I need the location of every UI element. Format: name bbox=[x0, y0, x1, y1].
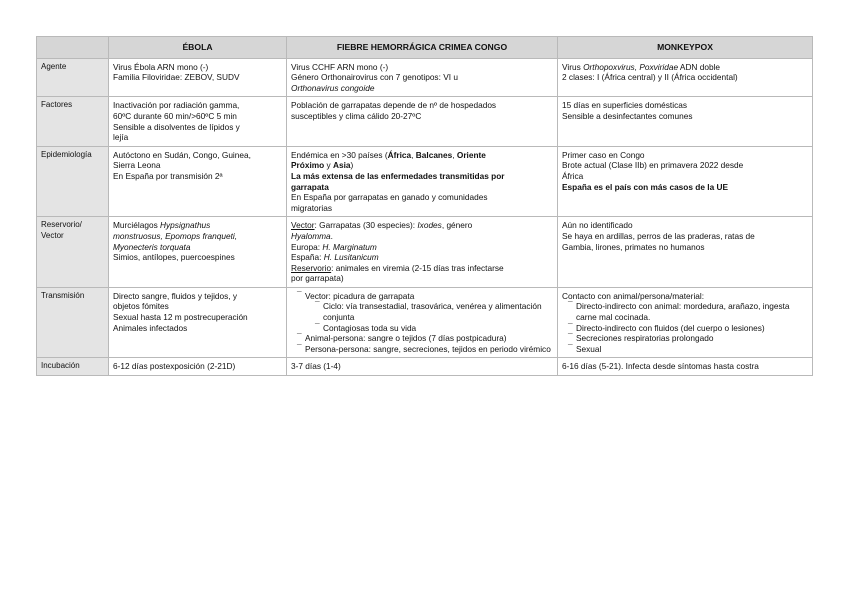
header-monkeypox: MONKEYPOX bbox=[558, 37, 813, 59]
row-agente bbox=[37, 58, 813, 97]
text-fragment: Hyalomma bbox=[291, 230, 331, 241]
text-fragment: Murciélagos bbox=[113, 220, 161, 231]
text-line: Inactivación por radiación gamma, bbox=[113, 100, 240, 111]
bullet-list bbox=[562, 301, 808, 354]
text-line bbox=[291, 160, 553, 171]
text-line bbox=[291, 220, 553, 231]
comparison-table bbox=[36, 36, 813, 376]
text-line: Animales infectados bbox=[113, 322, 188, 333]
text-line: objetos fómites bbox=[113, 301, 169, 312]
reservorio-ebola bbox=[109, 217, 287, 288]
text-fragment: Reservorio bbox=[291, 262, 332, 273]
text-fragment: , género bbox=[441, 220, 473, 231]
text-line bbox=[291, 150, 553, 161]
list-item: ¯ Animal-persona: sangre o tejidos (7 días postpicadura) bbox=[297, 333, 553, 344]
epidemiologia-monkeypox bbox=[558, 146, 813, 217]
text-fragment: España: bbox=[291, 252, 324, 263]
agente-ebola bbox=[109, 58, 287, 97]
text-line: Brote actual (Clase IIb) en primavera 2022 desde bbox=[562, 160, 744, 171]
text-line: Sierra Leona bbox=[113, 160, 161, 171]
text-line: Sensible a desinfectantes comunes bbox=[562, 110, 693, 121]
text-line: Se haya en ardillas, perros de las praderas, ratas de bbox=[562, 230, 755, 241]
text-line: Orthonavirus congoide bbox=[291, 82, 375, 93]
text-fragment: Hypsignathus bbox=[160, 220, 211, 231]
text-fragment: Oriente bbox=[456, 149, 486, 160]
text-line bbox=[291, 252, 553, 263]
row-label-transmision: Transmisión bbox=[37, 287, 109, 358]
incubacion-monkeypox: 6-16 días (5-21). Infecta desde síntomas hasta costra bbox=[558, 358, 813, 376]
incubacion-fhcc: 3-7 días (1-4) bbox=[287, 358, 558, 376]
header-corner bbox=[37, 37, 109, 59]
transmision-ebola bbox=[109, 287, 287, 358]
text-line: Virus CCHF ARN mono (-) bbox=[291, 61, 389, 72]
header-ebola: ÉBOLA bbox=[109, 37, 287, 59]
list-item: ¯ Persona-persona: sangre, secreciones, tejidos en periodo virémico bbox=[297, 344, 553, 355]
text-line: migratorias bbox=[291, 202, 333, 213]
text-line: Sensible a disolventes de lípidos y bbox=[113, 121, 240, 132]
row-transmision bbox=[37, 287, 813, 358]
epidemiologia-ebola bbox=[109, 146, 287, 217]
transmision-monkeypox bbox=[558, 287, 813, 358]
list-item: ¯ Secreciones respiratorias prolongado bbox=[568, 333, 808, 344]
list-item: ¯ Sexual bbox=[568, 344, 808, 355]
row-reservorio bbox=[37, 217, 813, 288]
text-line bbox=[113, 220, 282, 231]
reservorio-fhcc bbox=[287, 217, 558, 288]
text-fragment: Balcanes bbox=[415, 149, 453, 160]
text-fragment: Asia bbox=[332, 160, 351, 171]
text-fragment: , bbox=[452, 149, 457, 160]
text-line: Gambia, lirones, primates no humanos bbox=[562, 241, 705, 252]
text-line: Primer caso en Congo bbox=[562, 149, 645, 160]
factores-monkeypox bbox=[558, 97, 813, 146]
text-fragment: Orthopoxvirus, Poxviridae bbox=[583, 61, 679, 72]
text-line: Sexual hasta 12 m postrecuperación bbox=[113, 312, 248, 323]
text-line bbox=[291, 231, 553, 242]
text-line: monstruosus, Epomops franqueti, bbox=[113, 230, 238, 241]
text-fragment: Próximo bbox=[291, 160, 325, 171]
list-item: ¯ Contagiosas toda su vida bbox=[315, 323, 553, 334]
text-line: Género Orthonairovirus con 7 genotipos: VI u bbox=[291, 72, 458, 83]
text-line bbox=[562, 62, 808, 73]
text-fragment: . bbox=[330, 230, 333, 241]
text-line: En España por garrapatas en ganado y comunidades bbox=[291, 192, 488, 203]
text-fragment: ADN doble bbox=[678, 61, 721, 72]
row-epidemiologia bbox=[37, 146, 813, 217]
text-line: Myonecteris torquata bbox=[113, 241, 191, 252]
text-line: La más extensa de las enfermedades transmitidas por bbox=[291, 170, 505, 181]
list-item: ¯ Ciclo: vía transestadial, trasovárica, venérea y alimentación conjunta bbox=[315, 301, 553, 322]
text-line: Virus Ébola ARN mono (-) bbox=[113, 61, 209, 72]
list-item-text: Vector: picadura de garrapata bbox=[305, 290, 415, 301]
text-line: por garrapata) bbox=[291, 273, 344, 284]
factores-ebola bbox=[109, 97, 287, 146]
row-label-reservorio: Reservorio/ Vector bbox=[37, 217, 109, 288]
text-fragment: : Garrapatas (30 especies): bbox=[314, 220, 418, 231]
text-line: 2 clases: I (África central) y II (África occidental) bbox=[562, 72, 738, 83]
list-item: ¯ Directo-indirecto con fluidos (del cuerpo o lesiones) bbox=[568, 323, 808, 334]
row-label-agente: Agente bbox=[37, 58, 109, 97]
text-line: 15 días en superficies domésticas bbox=[562, 100, 687, 111]
text-fragment: Vector bbox=[291, 220, 315, 231]
header-fhcc: FIEBRE HEMORRÁGICA CRIMEA CONGO bbox=[287, 37, 558, 59]
text-line bbox=[291, 242, 553, 253]
header-row bbox=[37, 37, 813, 59]
row-label-factores: Factores bbox=[37, 97, 109, 146]
agente-monkeypox bbox=[558, 58, 813, 97]
text-line: Contacto con animal/persona/material: bbox=[562, 290, 705, 301]
text-line: Aún no identificado bbox=[562, 220, 633, 231]
text-fragment: Ixodes bbox=[417, 220, 442, 231]
text-fragment: Europa: bbox=[291, 241, 323, 252]
list-item: ¯ Directo-indirecto con animal: mordedura, arañazo, ingesta carne mal cocinada. bbox=[568, 301, 808, 322]
text-line: Directo sangre, fluidos y tejidos, y bbox=[113, 290, 238, 301]
text-line: Familia Filoviridae: ZEBOV, SUDV bbox=[113, 72, 240, 83]
text-fragment: : animales en viremia (2-15 días tras infectarse bbox=[331, 262, 504, 273]
text-line: 60ºC durante 60 min/>60ºC 5 min bbox=[113, 110, 237, 121]
transmision-fhcc bbox=[287, 287, 558, 358]
epidemiologia-fhcc bbox=[287, 146, 558, 217]
text-line bbox=[291, 263, 553, 274]
text-line: Autóctono en Sudán, Congo, Guinea, bbox=[113, 149, 251, 160]
text-line: lejía bbox=[113, 132, 129, 143]
text-fragment: , bbox=[411, 149, 416, 160]
incubacion-ebola: 6-12 días postexposición (2-21D) bbox=[109, 358, 287, 376]
sub-bullet-list bbox=[305, 301, 553, 333]
list-item bbox=[297, 291, 553, 333]
text-fragment: H. Lusitanicum bbox=[323, 252, 379, 263]
text-line: susceptibles y clima cálido 20-27ºC bbox=[291, 110, 422, 121]
row-factores bbox=[37, 97, 813, 146]
text-line: garrapata bbox=[291, 181, 329, 192]
text-fragment: Endémica en >30 países ( bbox=[291, 149, 388, 160]
text-line: España es el país con más casos de la UE bbox=[562, 181, 729, 192]
text-fragment: H. Marginatum bbox=[322, 241, 377, 252]
text-fragment: Virus bbox=[562, 61, 584, 72]
text-line: En España por transmisión 2ª bbox=[113, 170, 223, 181]
agente-fhcc bbox=[287, 58, 558, 97]
text-line: Simios, antílopes, puercoespines bbox=[113, 252, 235, 263]
factores-fhcc bbox=[287, 97, 558, 146]
text-line: África bbox=[562, 170, 584, 181]
row-label-epidemiologia: Epidemiología bbox=[37, 146, 109, 217]
bullet-list bbox=[291, 291, 553, 355]
reservorio-monkeypox bbox=[558, 217, 813, 288]
text-fragment: ) bbox=[350, 160, 354, 171]
row-label-incubacion: Incubación bbox=[37, 358, 109, 376]
text-fragment: y bbox=[324, 160, 333, 171]
text-line: Población de garrapatas depende de nº de hospedados bbox=[291, 100, 497, 111]
row-incubacion bbox=[37, 358, 813, 376]
text-fragment: África bbox=[387, 149, 412, 160]
